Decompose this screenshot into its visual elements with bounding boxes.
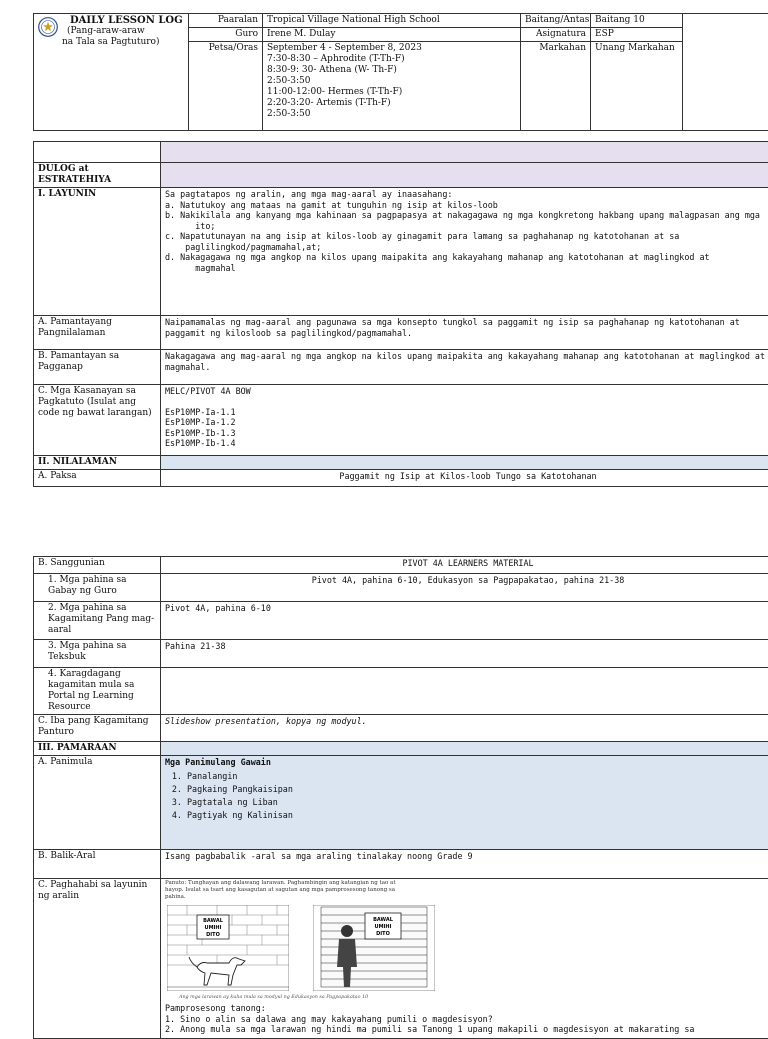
- pagganap-label: B. Pamantayan sa Pagganap: [34, 350, 161, 385]
- layunin-line: ito;: [165, 221, 768, 232]
- pamaraan-label: III. PAMARAAN: [34, 742, 161, 756]
- paaralan-label: Paaralan: [189, 14, 263, 28]
- code-line: EsP10MP-Ia-1.2: [165, 417, 768, 428]
- pamantayang-label: A. Pamantayang Pangnilalaman: [34, 316, 161, 350]
- schedule-line: 7:30-8:30 – Aphrodite (T-Th-F): [267, 54, 516, 65]
- list-item: 4. Pagtiyak ng Kalinisan: [187, 809, 768, 822]
- objectives-table: [33, 141, 768, 487]
- nilalaman-label: II. NILALAMAN: [34, 456, 161, 470]
- kagamitang-label: 2. Mga pahina sa Kagamitang Pang mag-aaral: [34, 602, 161, 640]
- layunin-line: Sa pagtatapos ng aralin, ang mga mag-aaral ay inaasahang:: [165, 189, 768, 200]
- paaralan-value: Tropical Village National High School: [263, 14, 521, 28]
- asignatura-value: ESP: [591, 28, 683, 42]
- pamantayang-line: Naipamamalas ng mag-aaral ang pagunawa sa mga konsepto tungkol sa paggamit ng isip sa paghahanap ng katotohanan at: [165, 317, 768, 328]
- code-line: EsP10MP-Ib-1.3: [165, 428, 768, 439]
- list-item: 3. Pagtatala ng Liban: [187, 796, 768, 809]
- log-subtitle: (Pang-araw-araw: [67, 26, 184, 37]
- svg-text:UMIHI: UMIHI: [205, 925, 222, 931]
- layunin-line: d. Nakagagawa ng mga angkop na kilos upang maipakita ang kakayahang mahanap ang katotohanan at maglingkod at: [165, 252, 768, 263]
- log-title: DAILY LESSON LOG: [70, 15, 184, 26]
- kasanayan-line: MELC/PIVOT 4A BOW: [165, 386, 768, 397]
- guro-label: Guro: [189, 28, 263, 42]
- panimula-title: Mga Panimulang Gawain: [165, 757, 768, 768]
- panimula-list: [165, 770, 768, 822]
- log-title-cell: [34, 14, 189, 131]
- image-caption: Ang mga larawan ay kuha mula sa modyul ng Edukasyon sa Pagpapakatao 10: [165, 992, 768, 1003]
- asignatura-label: Asignatura: [521, 28, 591, 42]
- schedule-line: 2:20-3:20- Artemis (T-Th-F): [267, 98, 516, 109]
- panimula-label: A. Panimula: [34, 756, 161, 850]
- guro-value: Irene M. Dulay: [263, 28, 521, 42]
- layunin-content: [161, 188, 768, 316]
- header-table: [33, 13, 768, 131]
- balik-value: Isang pagbabalik -aral sa mga araling tinalakay noong Grade 9: [161, 850, 768, 879]
- kasanayan-label: C. Mga Kasanayan sa Pagkatuto (Isulat ang code ng bawat larangan): [34, 385, 161, 456]
- teksbuk-value: Pahina 21-38: [161, 640, 768, 668]
- comparison-images: [165, 905, 768, 991]
- sanggunian-label: B. Sanggunian: [34, 557, 161, 574]
- log-subtitle-2: na Tala sa Pagtuturo): [62, 37, 184, 48]
- question-line: 2. Anong mula sa mga larawan ng hindi ma pumili sa Tanong 1 upang makapili o magdesisyon at makarating sa: [165, 1024, 768, 1035]
- procedure-table: [33, 556, 768, 1039]
- balik-label: B. Balik-Aral: [34, 850, 161, 879]
- kasanayan-content: [161, 385, 768, 456]
- question-line: 1. Sino o alin sa dalawa ang may kakayahang pumili o magdesisyon?: [165, 1014, 768, 1025]
- baitang-label: Baitang/Antas: [521, 14, 591, 28]
- svg-text:DITO: DITO: [206, 932, 220, 938]
- kagamitang-value: Pivot 4A, pahina 6-10: [161, 602, 768, 640]
- teksbuk-label: 3. Mga pahina sa Teksbuk: [34, 640, 161, 668]
- layunin-line: b. Nakikilala ang kanyang mga kahinaan sa pagpapasya at nakagagawa ng mga kongkretong hakbang upang malagpasan ang mga: [165, 210, 768, 221]
- svg-text:DITO: DITO: [376, 931, 390, 937]
- markahan-value: Unang Markahan: [591, 42, 683, 131]
- svg-text:BAWAL: BAWAL: [373, 917, 394, 923]
- pamantayang-line: paggamit ng kilosloob sa paglilingkod/pagmamahal.: [165, 328, 768, 339]
- code-line: EsP10MP-Ia-1.1: [165, 407, 768, 418]
- schedule-line: 2:50-3:50: [267, 109, 516, 120]
- person-at-wall-image: [313, 905, 435, 991]
- dulog-label: DULOG at ESTRATEHIYA: [34, 163, 161, 188]
- layunin-line: a. Natutukoy ang mataas na gamit at tunguhin ng isip at kilos-loob: [165, 200, 768, 211]
- schedule-line: September 4 - September 8, 2023: [267, 43, 516, 54]
- pamprosesong-label: Pamprosesong tanong:: [165, 1003, 768, 1014]
- layunin-line: magmahal: [165, 263, 768, 274]
- list-item: 1. Panalangin: [187, 770, 768, 783]
- iba-label: C. Iba pang Kagamitang Panturo: [34, 715, 161, 742]
- schedule-line: 11:00-12:00- Hermes (T-Th-F): [267, 87, 516, 98]
- dog-at-wall-image: [167, 905, 289, 991]
- gabay-label: 1. Mga pahina sa Gabay ng Guro: [34, 574, 161, 602]
- gabay-value: Pivot 4A, pahina 6-10, Edukasyon sa Pagpapakatao, pahina 21-38: [161, 574, 768, 602]
- pagganap-content: Nakagagawa ang mag-aaral ng mga angkop na kilos upang maipakita ang kakayahang mahanap ang katotohanan at maglingkod at magmahal.: [161, 350, 768, 385]
- pamantayang-content: [161, 316, 768, 350]
- paghahabi-content: [161, 879, 768, 1039]
- iba-value: Slideshow presentation, kopya ng modyul.: [161, 715, 768, 742]
- svg-text:BAWAL: BAWAL: [203, 918, 224, 924]
- deped-seal-icon: [38, 17, 58, 37]
- paghahabi-label: C. Paghahabi sa layunin ng aralin: [34, 879, 161, 1039]
- list-item: 2. Pagkaing Pangkaisipan: [187, 783, 768, 796]
- svg-text:UMIHI: UMIHI: [375, 924, 392, 930]
- schedule-line: 8:30-9: 30- Athena (W- Th-F): [267, 65, 516, 76]
- panuto-text: Panuto: Tunghayan ang dalawang larawan. Paghambingin ang katangian ng tao at hayop. Isulat sa tsart ang kasagutan at sagutan ang mga pamprosesong tanong sa pahina.: [165, 880, 405, 901]
- layunin-label: I. LAYUNIN: [34, 188, 161, 316]
- panimula-content: [161, 756, 768, 850]
- petsa-label: Petsa/Oras: [189, 42, 263, 131]
- paksa-value: Paggamit ng Isip at Kilos-loob Tungo sa Katotohanan: [161, 470, 768, 487]
- schedule-line: 2:50-3:50: [267, 76, 516, 87]
- paksa-label: A. Paksa: [34, 470, 161, 487]
- code-line: EsP10MP-Ib-1.4: [165, 438, 768, 449]
- sanggunian-value: PIVOT 4A LEARNERS MATERIAL: [161, 557, 768, 574]
- baitang-value: Baitang 10: [591, 14, 683, 28]
- karagdagang-label: 4. Karagdagang kagamitan mula sa Portal ng Learning Resource: [34, 668, 161, 715]
- markahan-label: Markahan: [521, 42, 591, 131]
- layunin-line: c. Napatutunayan na ang isip at kilos-loob ay ginagamit para lamang sa paghahanap ng katotohanan at sa: [165, 231, 768, 242]
- layunin-line: paglilingkod/pagmamahal,at;: [165, 242, 768, 253]
- petsa-value: [263, 42, 521, 131]
